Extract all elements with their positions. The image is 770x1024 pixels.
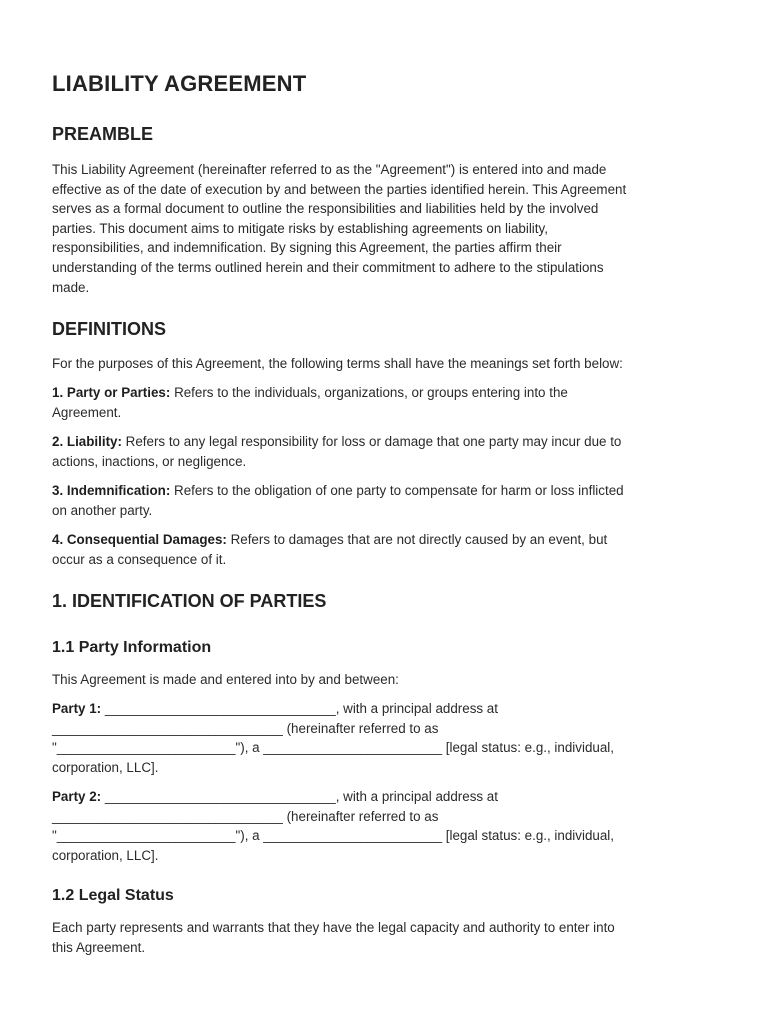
party-line: corporation, LLC]. [52,759,159,775]
preamble-line: responsibilities, and indemnification. By signing this Agreement, the parties affirm their [52,240,562,256]
definition-text: Refers to any legal responsibility for loss or damage that one party may incur due to [121,434,622,449]
subsection-1-1-heading: 1.1 Party Information [52,639,212,656]
definition-term: 2. Liability: [52,434,122,449]
preamble-line: understanding of the terms outlined herein and their commitment to adhere to the stipulations [52,259,604,275]
section-1-heading: 1. IDENTIFICATION OF PARTIES [52,591,327,611]
definition-text: on another party. [52,502,153,518]
legal-status-line: this Agreement. [52,939,146,955]
definition-term: 4. Consequential Damages: [52,532,227,547]
legal-status-paragraph [52,918,724,957]
party-label: Party 1: [52,701,102,716]
preamble-line: parties. This document aims to mitigate risks by establishing agreements on liability, [52,220,548,236]
definition-term: 3. Indemnification: [52,483,171,498]
definition-text: actions, inactions, or negligence. [52,453,247,469]
definition-text: Refers to damages that are not directly caused by an event, but [226,532,608,547]
definitions-intro: For the purposes of this Agreement, the following terms shall have the meanings set forth below: [52,356,623,371]
definition-item [52,530,724,569]
definition-text: Agreement. [52,404,122,420]
party-line: "________________________"), a ________________________ [legal status: e.g., individual, [52,740,614,756]
party-line: _______________________________ (hereinafter referred to as [52,808,439,824]
preamble-line: effective as of the date of execution by and between the parties identified herein. This Agreement [52,181,627,197]
party-line: _______________________________, with a principal address at [101,789,498,804]
party-2-block [52,787,724,865]
preamble-line: made. [52,279,90,295]
definition-term: 1. Party or Parties: [52,385,171,400]
document-title: LIABILITY AGREEMENT [52,71,307,96]
definition-item [52,432,724,471]
preamble-paragraph [52,160,724,297]
legal-status-line: Each party represents and warrants that they have the legal capacity and authority to enter into [52,920,615,935]
party-label: Party 2: [52,789,102,804]
definition-item [52,481,724,520]
party-1-block [52,699,724,777]
preamble-line: This Liability Agreement (hereinafter referred to as the "Agreement") is entered into and made [52,162,607,177]
definition-text: Refers to the obligation of one party to compensate for harm or loss inflicted [170,483,624,498]
subsection-1-2-heading: 1.2 Legal Status [52,887,174,904]
definition-text: occur as a consequence of it. [52,551,227,567]
preamble-heading: PREAMBLE [52,124,154,144]
party-line: _______________________________, with a principal address at [101,701,498,716]
party-information-intro: This Agreement is made and entered into by and between: [52,672,399,687]
preamble-line: serves as a formal document to outline the responsibilities and liabilities held by the involved [52,201,599,217]
party-line: _______________________________ (hereinafter referred to as [52,720,439,736]
definition-item [52,383,724,422]
party-line: "________________________"), a ________________________ [legal status: e.g., individual, [52,828,614,844]
definition-text: Refers to the individuals, organizations, or groups entering into the [170,385,568,400]
definitions-heading: DEFINITIONS [52,319,167,339]
party-line: corporation, LLC]. [52,847,159,863]
